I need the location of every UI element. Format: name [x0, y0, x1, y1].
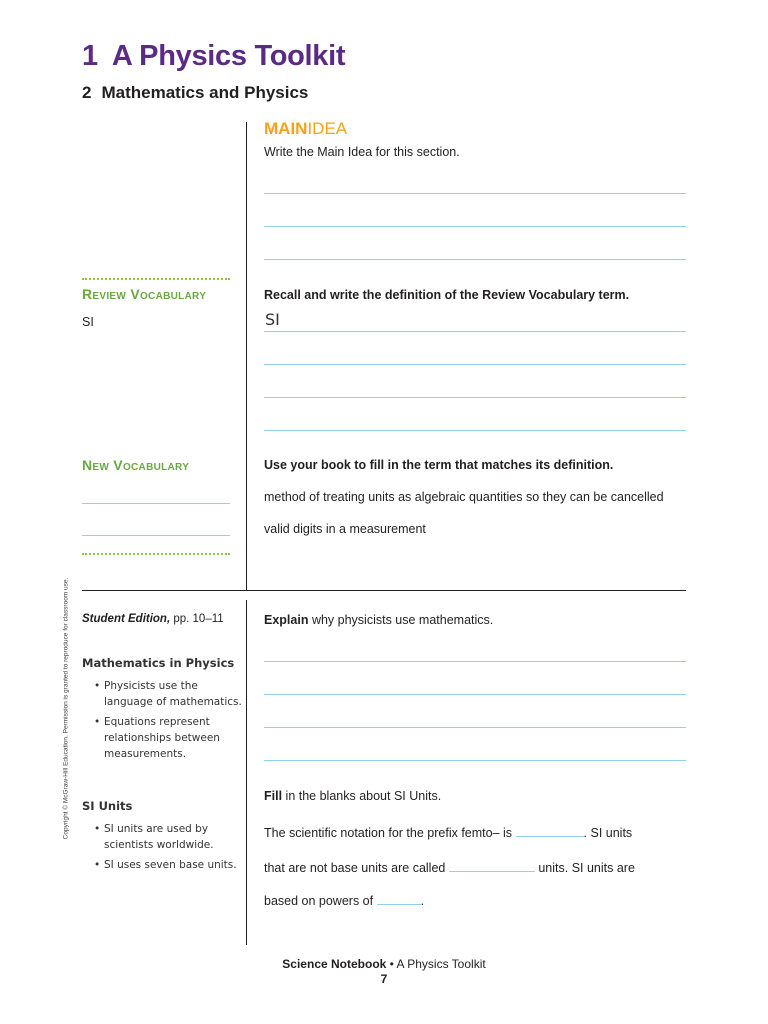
- math-notes-heading: Mathematics in Physics: [82, 656, 235, 670]
- chapter-title: [82, 40, 345, 73]
- vocab-term-blank-2[interactable]: [82, 535, 230, 536]
- dotted-separator: [82, 553, 230, 555]
- main-idea-write-line[interactable]: [264, 226, 686, 227]
- main-idea-write-line[interactable]: [264, 193, 686, 194]
- explain-prompt: [264, 613, 493, 627]
- fill-verb: Fill: [264, 789, 283, 803]
- footer-book: Science Notebook: [282, 957, 387, 971]
- section-title-text: Mathematics and Physics: [101, 83, 309, 102]
- review-vocab-term: SI: [82, 315, 94, 329]
- column-divider-top: [246, 122, 247, 590]
- handwritten-answer: SI: [265, 310, 280, 329]
- chapter-number: 1: [82, 40, 98, 72]
- main-idea-heading-light: IDEA: [307, 119, 348, 138]
- fill-text: based on powers of: [264, 894, 374, 908]
- main-idea-write-line[interactable]: [264, 259, 686, 260]
- fill-text: that are not base units are called: [264, 861, 446, 875]
- math-notes-list: [94, 678, 244, 766]
- note-bullet: • SI uses seven base units.: [104, 857, 244, 873]
- explain-text: why physicists use mathematics.: [311, 613, 494, 627]
- fill-text: . SI units: [583, 826, 633, 840]
- page-number: 7: [380, 972, 388, 986]
- review-write-line[interactable]: [264, 430, 686, 431]
- fill-text: .: [420, 894, 425, 908]
- copyright-notice: Copyright © McGraw-Hill Education. Permission is granted to reproduce for classroom use.: [62, 577, 70, 840]
- section-divider: [82, 590, 686, 591]
- explain-write-line[interactable]: [264, 760, 686, 761]
- explain-verb: Explain: [264, 613, 309, 627]
- section-title: [82, 83, 308, 103]
- review-vocab-prompt: Recall and write the definition of the Review Vocabulary term.: [264, 288, 630, 302]
- fill-sentence-1: [264, 823, 632, 840]
- section-number: 2: [82, 83, 92, 102]
- student-edition-pages: pp. 10–11: [173, 613, 224, 625]
- note-bullet: • SI units are used by scientists worldwide.: [104, 821, 244, 853]
- vocab-definition-1: method of treating units as algebraic quantities so they can be cancelled: [264, 490, 664, 504]
- fill-prompt: [264, 789, 441, 803]
- review-write-line[interactable]: [264, 364, 686, 365]
- footer-separator: •: [386, 957, 397, 971]
- fill-blank-derived-units[interactable]: [449, 858, 535, 872]
- fill-blank-powers[interactable]: [377, 891, 421, 905]
- fill-text: in the blanks about SI Units.: [285, 789, 442, 803]
- si-notes-list: [94, 821, 244, 877]
- fill-sentence-2: [264, 858, 635, 875]
- chapter-title-text: A Physics Toolkit: [111, 40, 346, 72]
- dotted-separator: [82, 278, 230, 280]
- main-idea-prompt: Write the Main Idea for this section.: [264, 145, 460, 159]
- explain-write-line[interactable]: [264, 727, 686, 728]
- student-edition-ref: [82, 613, 224, 625]
- new-vocab-heading: New Vocabulary: [82, 457, 190, 473]
- explain-write-line[interactable]: [264, 694, 686, 695]
- fill-sentence-3: [264, 891, 424, 908]
- review-write-line[interactable]: [264, 397, 686, 398]
- review-write-line[interactable]: [264, 331, 686, 332]
- vocab-term-blank-1[interactable]: [82, 503, 230, 504]
- note-bullet: • Physicists use the language of mathematics.: [104, 678, 244, 710]
- review-vocab-heading: Review Vocabulary: [82, 286, 207, 302]
- main-idea-heading-bold: MAIN: [264, 119, 308, 138]
- footer-chapter: A Physics Toolkit: [396, 957, 486, 971]
- fill-text: units. SI units are: [538, 861, 635, 875]
- vocab-definition-2: valid digits in a measurement: [264, 522, 426, 536]
- fill-text: The scientific notation for the prefix femto– is: [264, 826, 513, 840]
- column-divider-bottom: [246, 600, 247, 945]
- page-footer: [0, 957, 768, 971]
- fill-blank-femto[interactable]: [516, 823, 584, 837]
- explain-write-line[interactable]: [264, 661, 686, 662]
- main-idea-heading: [264, 119, 347, 139]
- student-edition-label: Student Edition,: [82, 613, 171, 625]
- note-bullet: • Equations represent relationships between measurements.: [104, 714, 244, 762]
- new-vocab-prompt: Use your book to fill in the term that matches its definition.: [264, 458, 614, 472]
- si-notes-heading: SI Units: [82, 799, 133, 813]
